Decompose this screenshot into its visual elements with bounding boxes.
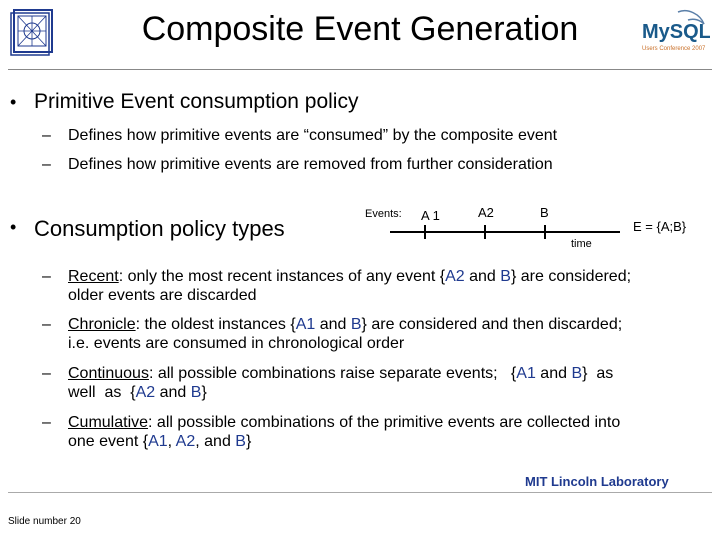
term-cumulative: Cumulative	[68, 414, 149, 431]
events-label: Events:	[365, 208, 402, 220]
sub-item-removed-text: Defines how primitive events are removed from further consideration	[68, 156, 553, 173]
title-divider	[8, 69, 712, 70]
dash-icon: –	[42, 316, 51, 333]
time-axis-label: time	[571, 238, 592, 250]
bullet-icon: •	[10, 92, 17, 112]
policy-continuous: – Continuous: all possible combinations raise separate events; {A1 and B} as well as {A2 and B}	[42, 365, 614, 401]
sub-item-consumed-text: Defines how primitive events are “consumed” by the composite event	[68, 127, 558, 144]
dash-icon: –	[42, 127, 51, 144]
mysql-logo-subtext: Users Conference 2007	[642, 46, 706, 52]
mysql-logo-text: MySQL	[642, 21, 710, 43]
term-continuous: Continuous	[68, 365, 149, 382]
policy-cumulative: – Cumulative: all possible combinations of the primitive events are collected into one event {A1, A2, and B}	[42, 414, 621, 450]
term-recent: Recent	[68, 268, 119, 285]
timeline-axis	[390, 222, 620, 242]
policy-chronicle: – Chronicle: the oldest instances {A1 and B} are considered and then discarded; i.e. events are consumed in chronological order	[42, 316, 623, 352]
dash-icon: –	[42, 156, 51, 173]
dash-icon: –	[42, 268, 51, 285]
slide-number: Slide number 20	[8, 516, 81, 527]
footer-divider	[8, 492, 712, 493]
mysql-logo	[638, 8, 710, 54]
bullet-icon: •	[10, 217, 17, 237]
dash-icon: –	[42, 365, 51, 382]
dash-icon: –	[42, 414, 51, 431]
policy-recent: – Recent: only the most recent instances of any event {A2 and B} are considered; older events are discarded	[42, 268, 632, 304]
sub-item-consumed	[42, 127, 557, 145]
bullet-consumption-types: Consumption policy types	[34, 216, 285, 241]
event-b-label: B	[540, 205, 549, 220]
slide-title: Composite Event Generation	[141, 10, 579, 48]
term-chronicle: Chronicle	[68, 316, 136, 333]
bullet-primitive-policy: Primitive Event consumption policy	[34, 90, 359, 113]
footer-organization: MIT Lincoln Laboratory	[525, 474, 669, 489]
composite-event-expression: E = {A;B}	[633, 219, 687, 234]
event-a2-label: A2	[478, 205, 494, 220]
event-a1-label: A 1	[421, 208, 440, 223]
sub-item-removed	[42, 156, 553, 174]
